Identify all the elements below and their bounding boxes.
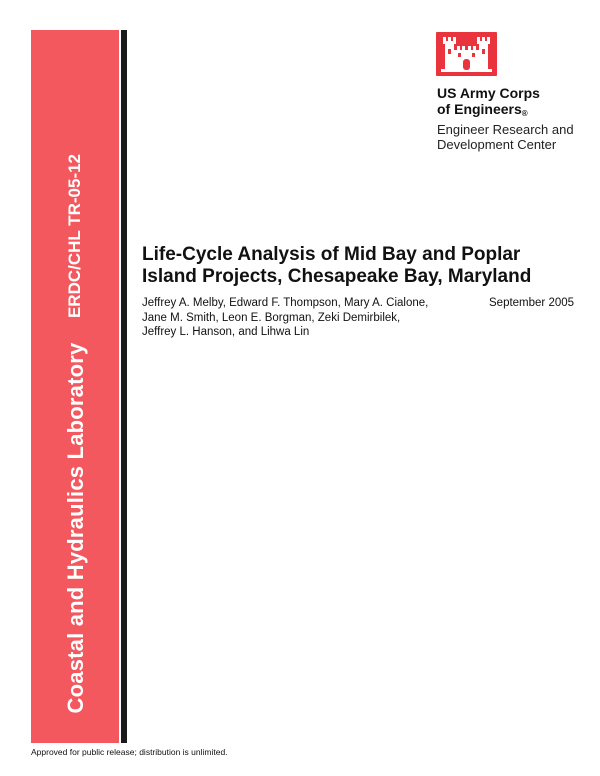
title-line-2: Island Projects, Chesapeake Bay, Maryland	[142, 266, 532, 287]
organization-name	[437, 85, 587, 152]
org-line-3: Engineer Research and	[437, 122, 574, 137]
org-line-1: US Army Corps	[437, 85, 540, 101]
castle-icon	[436, 32, 497, 76]
org-line-4: Development Center	[437, 137, 557, 152]
authors-line-3: Jeffrey L. Hanson, and Lihwa Lin	[142, 326, 310, 338]
publication-date: September 2005	[489, 297, 575, 309]
laboratory-name: Coastal and Hydraulics Laboratory	[63, 342, 88, 714]
author-list	[142, 296, 472, 340]
org-line-2-text: of Engineers	[437, 101, 522, 117]
release-statement: Approved for public release; distribution is unlimited.	[31, 747, 228, 757]
report-number: ERDC/CHL TR-05-12	[65, 153, 84, 319]
org-line-2	[437, 101, 587, 122]
authors-line-1: Jeffrey A. Melby, Edward F. Thompson, Mary A. Cialone,	[142, 297, 429, 309]
authors-line-2: Jane M. Smith, Leon E. Borgman, Zeki Demirbilek,	[142, 311, 401, 324]
title-line-1: Life-Cycle Analysis of Mid Bay and Poplar	[142, 244, 521, 265]
sidebar-divider	[121, 30, 127, 743]
registered-mark: ®	[521, 109, 528, 118]
report-title	[142, 244, 582, 288]
